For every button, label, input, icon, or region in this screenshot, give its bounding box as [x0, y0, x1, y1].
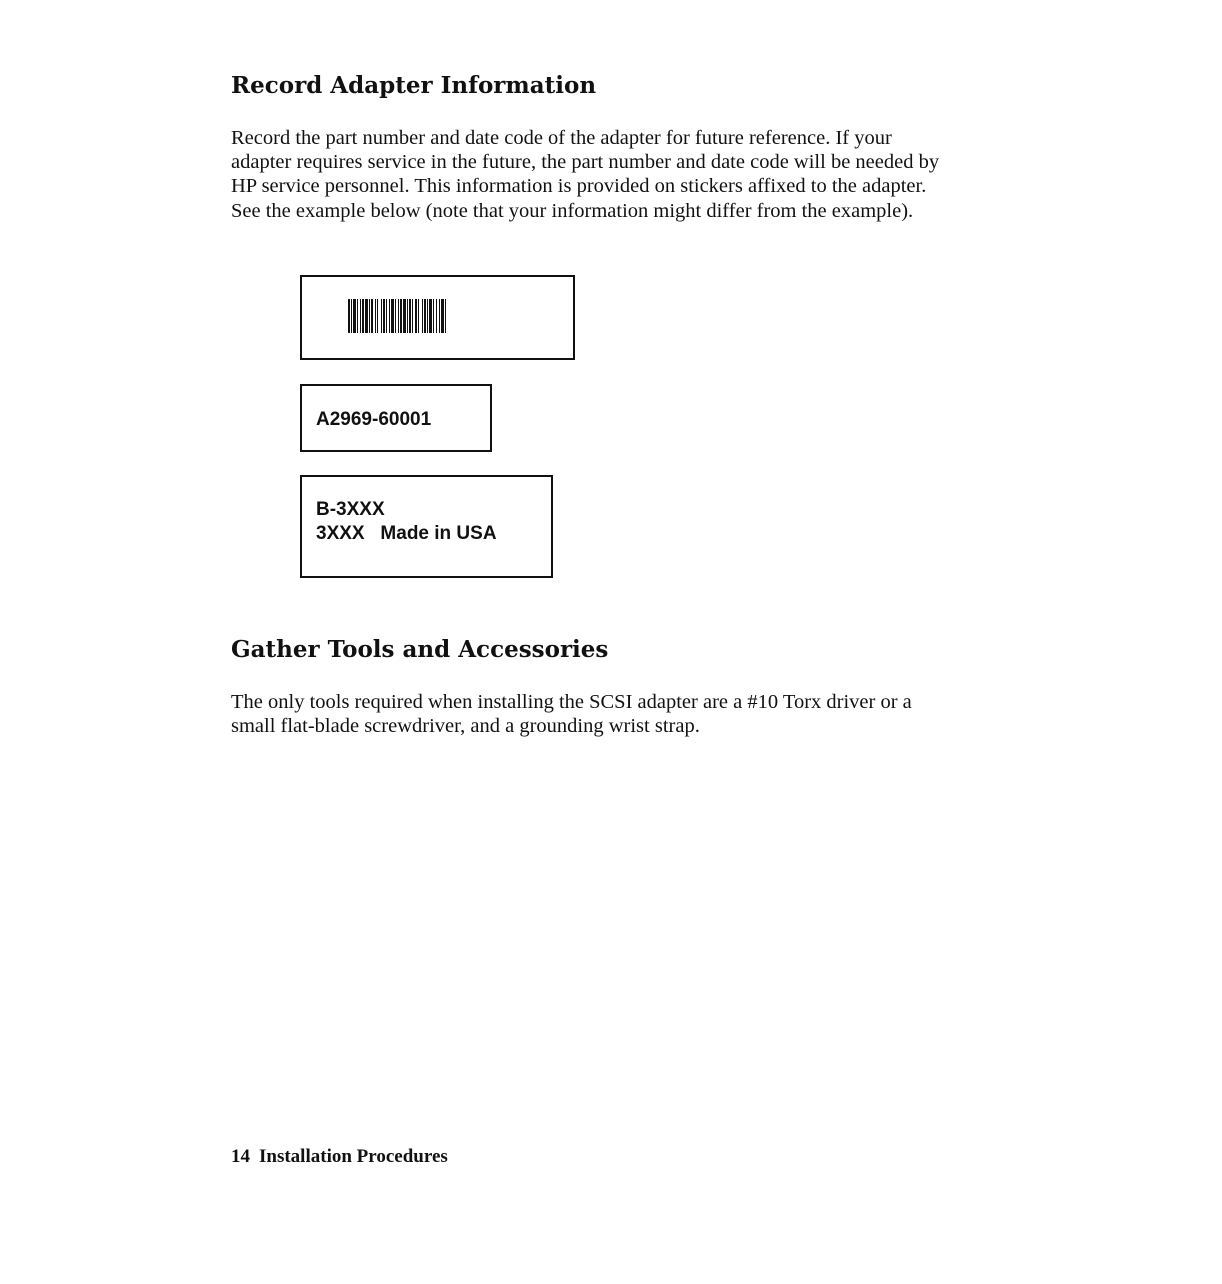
paragraph-line: See the example below (note that your information might differ from the example).	[231, 199, 914, 222]
origin-text: 3XXX Made in USA	[316, 523, 497, 544]
record-adapter-paragraph	[231, 126, 1006, 223]
footer-title: Installation Procedures	[259, 1146, 448, 1167]
date-code-text: B-3XXX	[316, 499, 385, 520]
page-footer	[231, 1146, 448, 1168]
part-number-text: A2969-60001	[316, 409, 432, 430]
page-number: 14	[231, 1146, 250, 1167]
section-heading-gather-tools: Gather Tools and Accessories	[231, 636, 609, 663]
paragraph-line: adapter requires service in the future, the part number and date code will be needed by	[231, 151, 940, 174]
barcode-image	[348, 299, 544, 333]
paragraph-line: Record the part number and date code of the adapter for future reference. If your	[231, 127, 892, 149]
section-heading-record-adapter-information: Record Adapter Information	[231, 72, 597, 99]
gather-tools-paragraph	[231, 690, 1006, 738]
date-code-sticker	[300, 475, 553, 578]
part-number-sticker	[300, 384, 492, 452]
paragraph-line: The only tools required when installing the SCSI adapter are a #10 Torx driver or a	[231, 691, 912, 713]
barcode-sticker	[300, 275, 575, 360]
paragraph-line: HP service personnel. This information is provided on stickers affixed to the adapter.	[231, 175, 927, 198]
paragraph-line: small flat-blade screwdriver, and a grounding wrist strap.	[231, 715, 700, 738]
